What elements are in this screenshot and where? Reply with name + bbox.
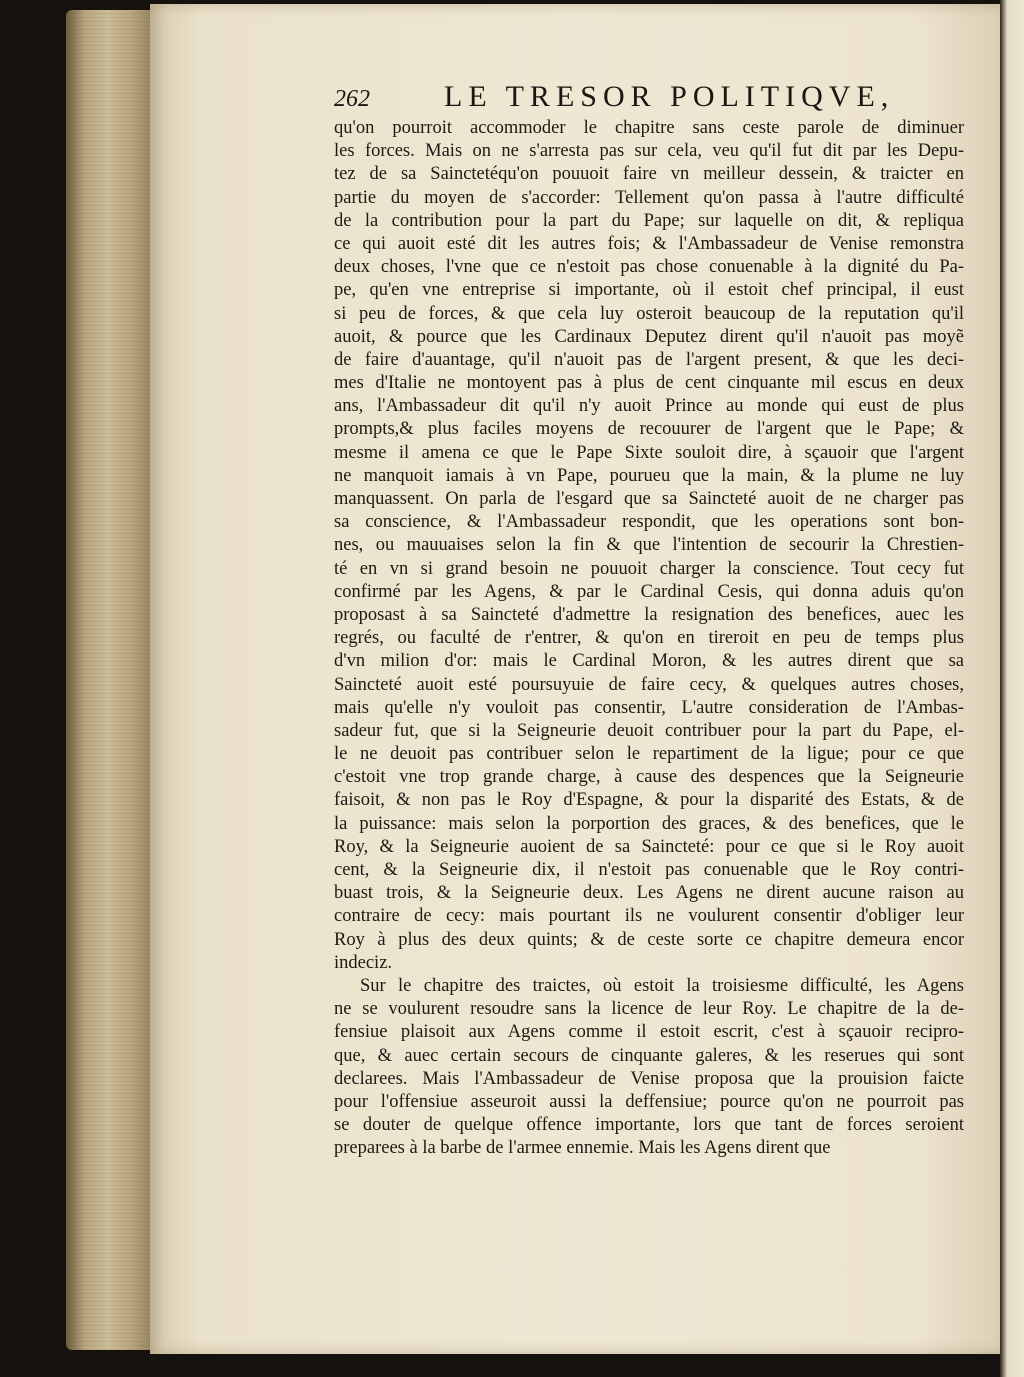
text-line: de faire d'auantage, qu'il n'auoit pas de l'argent present, & que les deci- bbox=[334, 349, 964, 370]
text-line: c'estoit vne trop grande charge, à cause des despences que la Seigneurie bbox=[334, 767, 964, 788]
text-line: qu'on pourroit accommoder le chapitre sans ceste parole de diminuer bbox=[334, 118, 964, 138]
text-line: partie du moyen de s'accorder: Tellement qu'on passa à l'autre difficulté bbox=[334, 187, 964, 208]
text-line: que, & auec certain secours de cinquante galeres, & les reserues qui sont bbox=[334, 1045, 964, 1066]
text-line: la puissance: mais selon la porportion des graces, & des benefices, que le bbox=[334, 813, 964, 834]
text-line: ne se voulurent resoudre sans la licence de leur Roy. Le chapitre de la de- bbox=[334, 999, 964, 1020]
text-line: d'vn milion d'or: mais le Cardinal Moron, & les autres dirent que sa bbox=[334, 651, 964, 672]
text-line: sa conscience, & l'Ambassadeur respondit, que les operations sont bon- bbox=[334, 512, 964, 533]
text-line: mais qu'elle n'y vouloit pas consentir, L'autre consideration de l'Ambas- bbox=[334, 697, 964, 718]
text-line: preparees à la barbe de l'armee ennemie. Mais les Agens dirent que bbox=[334, 1138, 831, 1159]
book-page-edges bbox=[66, 10, 158, 1350]
text-line: declarees. Mais l'Ambassadeur de Venise proposa que la prouision faicte bbox=[334, 1068, 964, 1089]
text-line: se douter de quelque offence importante, lors que tant de forces seroient bbox=[334, 1115, 964, 1136]
text-line: le ne deuoit pas contribuer selon le repartiment de la ligue; pour ce que bbox=[334, 744, 964, 765]
running-title: LE TRESOR POLITIQVE, bbox=[444, 80, 895, 113]
text-line: proposast à sa Saincteté d'admettre la resignation des benefices, auec les bbox=[334, 604, 964, 625]
page-number: 262 bbox=[334, 86, 370, 112]
text-line: prompts,& plus faciles moyens de recouurer de l'argent que le Pape; & bbox=[334, 419, 964, 440]
text-line: deux choses, l'vne que ce n'estoit pas chose conuenable à la dignité du Pa- bbox=[334, 257, 964, 278]
text-line: auoit, & pource que les Cardinaux Deputez dirent qu'il n'auoit pas moyẽ bbox=[334, 326, 964, 347]
facing-page-edge bbox=[1000, 0, 1024, 1377]
text-line: pe, qu'en vne entreprise si importante, où il estoit chef principal, il eust bbox=[334, 280, 964, 301]
text-line: Roy à plus des deux quints; & de ceste sorte ce chapitre demeura encor bbox=[334, 929, 964, 950]
text-line: faisoit, & non pas le Roy d'Espagne, & pour la disparité des Estats, & de bbox=[334, 790, 964, 811]
text-line: indeciz. bbox=[334, 952, 393, 973]
text-line: cent, & la Seigneurie dix, il n'estoit pas conuenable que le Roy contri- bbox=[334, 860, 964, 880]
text-line: té en vn si grand besoin ne pouuoit charger la conscience. Tout cecy fut bbox=[334, 558, 964, 579]
text-line: regrés, ou faculté de r'entrer, & qu'on en tireroit en peu de temps plus bbox=[334, 628, 964, 649]
text-line: confirmé par les Agens, & par le Cardinal Cesis, qui donna aduis qu'on bbox=[334, 581, 964, 602]
body-text bbox=[334, 117, 964, 1160]
text-line: pour l'offensiue asseuroit aussi la deffensiue; pource qu'on ne pourroit pas bbox=[334, 1091, 964, 1112]
text-line: sadeur fut, que si la Seigneurie deuoit contribuer pour la part du Pape, el- bbox=[334, 720, 964, 741]
text-line: Saincteté auoit esté poursuyuie de faire cecy, & quelques autres choses, bbox=[334, 674, 964, 695]
text-line: les forces. Mais on ne s'arresta pas sur cela, veu qu'il fut dit par les Depu- bbox=[334, 141, 964, 162]
text-line: si peu de forces, & que cela luy osteroit beaucoup de la reputation qu'il bbox=[334, 303, 964, 324]
text-line: manquassent. On parla de l'esgard que sa Saincteté auoit de ne charger pas bbox=[334, 489, 964, 509]
text-line: contraire de cecy: mais pourtant ils ne voulurent consentir d'obliger leur bbox=[334, 906, 964, 927]
text-line: nes, ou mauuaises selon la fin & que l'intention de secourir la Chrestien- bbox=[334, 535, 964, 556]
text-line: de la contribution pour la part du Pape; sur laquelle on dit, & repliqua bbox=[334, 210, 964, 231]
text-line: ce qui auoit esté dit les autres fois; & l'Ambassadeur de Venise remonstra bbox=[334, 233, 964, 254]
text-line: Roy, & la Seigneurie auoient de sa Saincteté: pour ce que si le Roy auoit bbox=[334, 836, 964, 857]
running-head bbox=[334, 80, 964, 120]
text-line: tez de sa Sainctetéqu'on pouuoit faire vn meilleur dessein, & traicter en bbox=[334, 164, 964, 185]
text-line: fensiue plaisoit aux Agens comme il estoit escrit, c'est à sçauoir recipro- bbox=[334, 1022, 964, 1043]
text-line: ne manquoit iamais à vn Pape, pourueu que la main, & la plume ne luy bbox=[334, 465, 964, 486]
text-line: mesme il amena ce que le Pape Sixte souloit dire, à sçauoir que l'argent bbox=[334, 442, 964, 463]
text-line: mes d'Italie ne montoyent pas à plus de cent cinquante mil escus en deux bbox=[334, 373, 964, 394]
text-line: buast trois, & la Seigneurie deux. Les Agens ne dirent aucune raison au bbox=[334, 883, 964, 904]
text-line: ans, l'Ambassadeur dit qu'il n'y auoit Prince au monde qui eust de plus bbox=[334, 396, 964, 417]
text-line: Sur le chapitre des traictes, où estoit la troisiesme difficulté, les Agens bbox=[360, 975, 964, 996]
